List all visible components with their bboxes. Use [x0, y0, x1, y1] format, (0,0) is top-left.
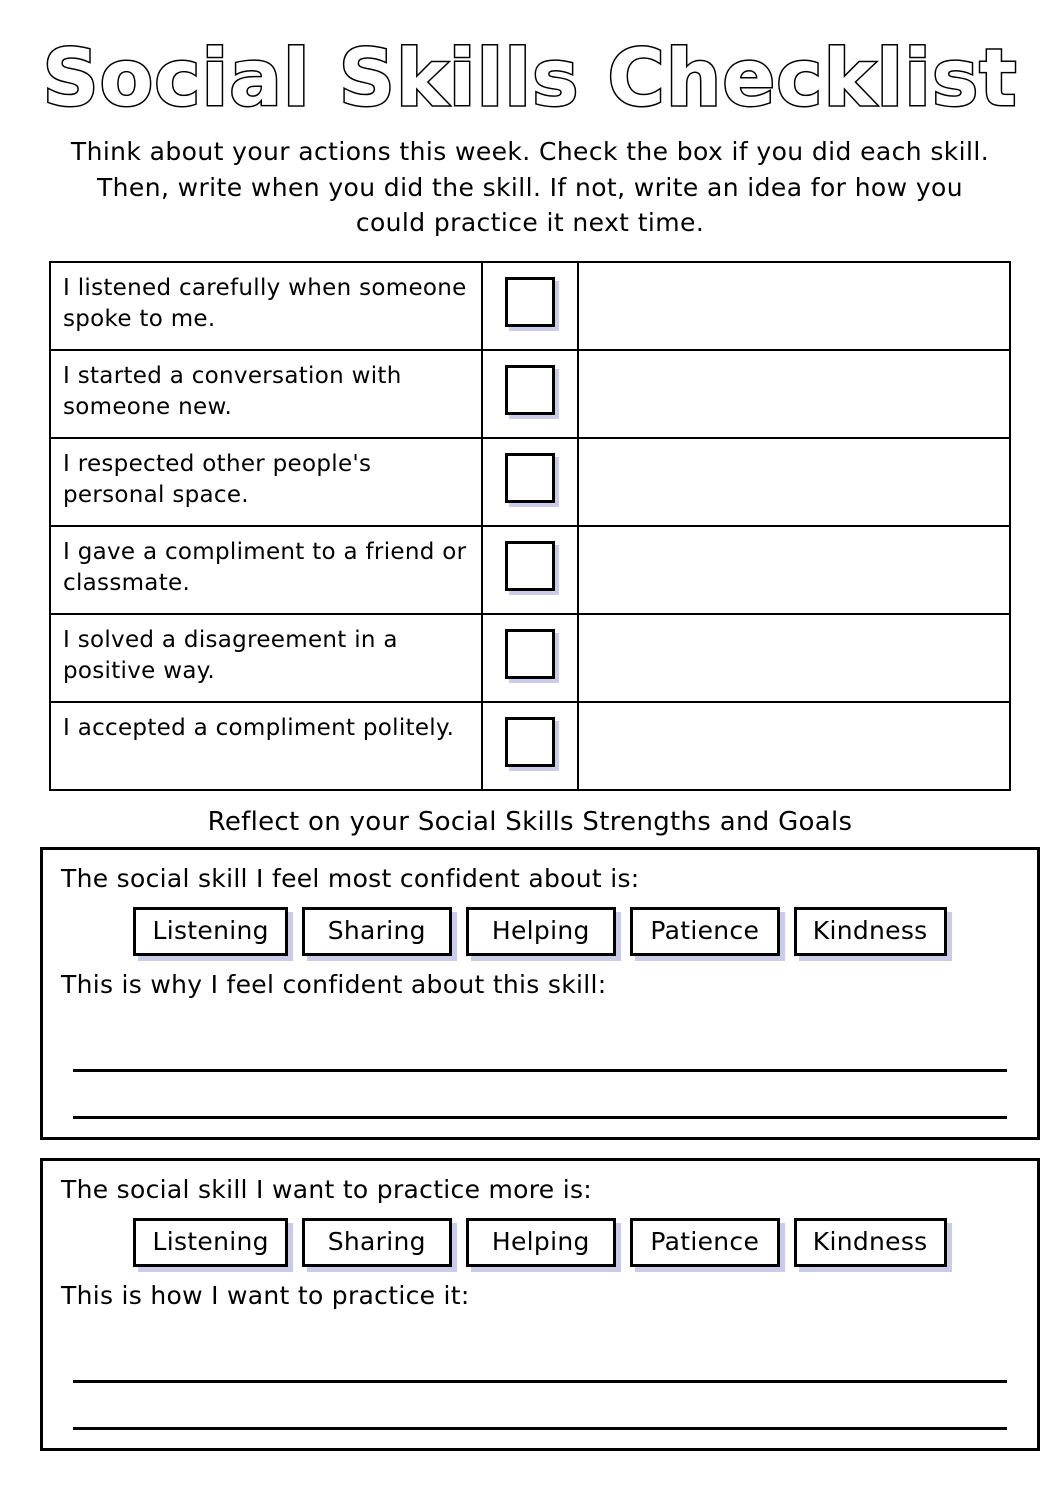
option-patience[interactable]: Patience	[630, 907, 780, 956]
option-kindness[interactable]: Kindness	[794, 907, 947, 956]
checkbox[interactable]	[505, 453, 555, 503]
skill-label: I accepted a compliment politely.	[63, 714, 455, 741]
checkbox-cell	[482, 262, 578, 350]
write-line[interactable]	[73, 1072, 1007, 1119]
note-field[interactable]	[578, 350, 1010, 438]
table-row	[50, 526, 1010, 614]
note-field[interactable]	[578, 262, 1010, 350]
note-field[interactable]	[578, 438, 1010, 526]
write-line[interactable]	[73, 1383, 1007, 1430]
checkbox-cell	[482, 702, 578, 790]
checkbox[interactable]	[505, 541, 555, 591]
skill-label: I started a conversation with someone new.	[63, 362, 402, 420]
option-listening[interactable]: Listening	[133, 907, 287, 956]
option-helping[interactable]: Helping	[466, 907, 616, 956]
skills-checklist-table	[49, 261, 1011, 791]
skill-label: I listened carefully when someone spoke to me.	[63, 274, 467, 332]
table-row	[50, 702, 1010, 790]
checkbox[interactable]	[505, 629, 555, 679]
option-listening[interactable]: Listening	[133, 1218, 287, 1267]
confidence-subprompt: This is why I feel confident about this skill:	[61, 969, 607, 999]
skill-label: I respected other people's personal space.	[63, 450, 372, 508]
table-row	[50, 438, 1010, 526]
option-sharing[interactable]: Sharing	[302, 1218, 452, 1267]
checkbox-cell	[482, 526, 578, 614]
skill-label: I solved a disagreement in a positive way.	[63, 626, 398, 684]
checkbox[interactable]	[505, 717, 555, 767]
confidence-panel	[40, 847, 1040, 1140]
skill-label: I gave a compliment to a friend or classmate.	[63, 538, 467, 596]
checkbox[interactable]	[505, 365, 555, 415]
confidence-options	[61, 907, 1019, 956]
option-kindness[interactable]: Kindness	[794, 1218, 947, 1267]
confidence-prompt: The social skill I feel most confident about is:	[61, 863, 640, 893]
practice-prompt: The social skill I want to practice more is:	[61, 1174, 593, 1204]
note-field[interactable]	[578, 702, 1010, 790]
write-line[interactable]	[73, 1336, 1007, 1383]
reflect-heading: Reflect on your Social Skills Strengths and Goals	[207, 806, 853, 837]
page-title: Social Skills Checklist	[42, 34, 1018, 124]
note-field[interactable]	[578, 614, 1010, 702]
table-row	[50, 614, 1010, 702]
option-sharing[interactable]: Sharing	[302, 907, 452, 956]
practice-options	[61, 1218, 1019, 1267]
practice-panel	[40, 1158, 1040, 1451]
checkbox-cell	[482, 350, 578, 438]
checkbox[interactable]	[505, 277, 555, 327]
instructions-text: Think about your actions this week. Check the box if you did each skill. Then, write when you did the skill. If not, write an idea for how you could practice it next time.	[70, 137, 990, 237]
option-helping[interactable]: Helping	[466, 1218, 616, 1267]
table-row	[50, 350, 1010, 438]
practice-subprompt: This is how I want to practice it:	[61, 1280, 470, 1310]
write-line[interactable]	[73, 1025, 1007, 1072]
option-patience[interactable]: Patience	[630, 1218, 780, 1267]
checkbox-cell	[482, 438, 578, 526]
note-field[interactable]	[578, 526, 1010, 614]
checkbox-cell	[482, 614, 578, 702]
table-row	[50, 262, 1010, 350]
